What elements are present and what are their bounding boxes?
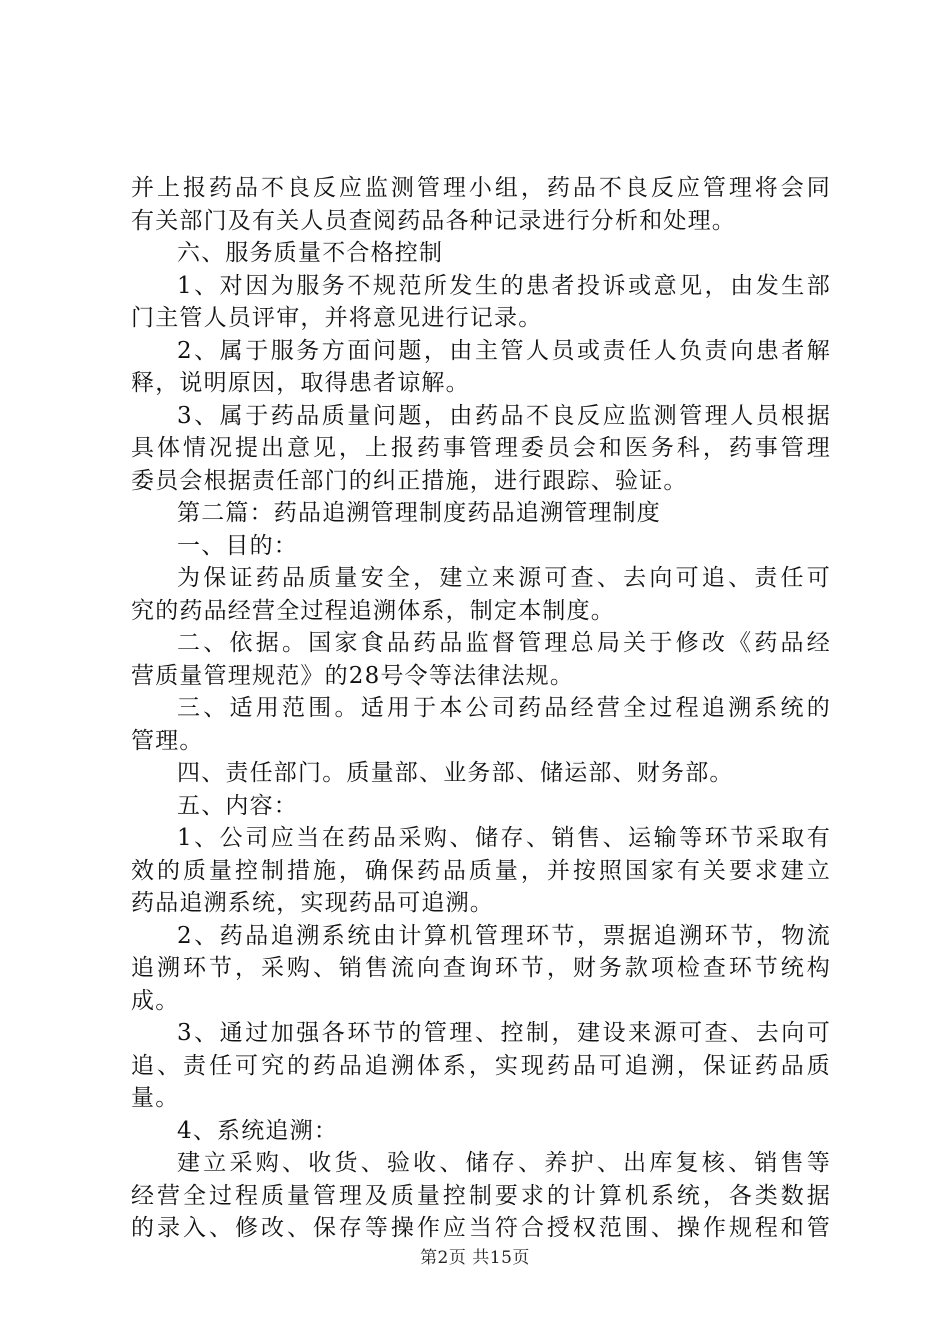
text-line: 追溯环节，采购、销售流向查询环节，财务款项检查环节统构 xyxy=(131,955,831,981)
text-line: 有关部门及有关人员查阅药品各种记录进行分析和处理。 xyxy=(131,207,736,234)
text-line: 具体情况提出意见，上报药事管理委员会和医务科，药事管理 xyxy=(131,435,831,461)
text-line: 四、责任部门。质量部、业务部、储运部、财务部。 xyxy=(177,760,734,786)
text-line: 成。 xyxy=(131,987,180,1014)
text-line: 量。 xyxy=(131,1085,180,1111)
text-line: 1、公司应当在药品采购、储存、销售、运输等环节采取有 xyxy=(177,825,831,851)
text-line: 管理。 xyxy=(131,727,204,754)
text-line: 六、服务质量不合格控制 xyxy=(177,240,444,266)
text-line: 3、属于药品质量问题，由药品不良反应监测管理人员根据 xyxy=(177,402,831,429)
text-line: 4、系统追溯： xyxy=(177,1117,339,1144)
text-line: 释，说明原因，取得患者谅解。 xyxy=(131,370,470,396)
text-line: 建立采购、收货、验收、储存、养护、出库复核、销售等 xyxy=(177,1150,831,1176)
text-line: 五、内容： xyxy=(177,792,298,819)
text-line: 委员会根据责任部门的纠正措施，进行跟踪、验证。 xyxy=(131,467,688,494)
document-body xyxy=(131,172,831,1245)
text-line: 效的质量控制措施，确保药品质量，并按照国家有关要求建立 xyxy=(131,857,831,884)
text-line: 究的药品经营全过程追溯体系，制定本制度。 xyxy=(131,597,615,624)
text-line: 为保证药品质量安全，建立来源可查、去向可追、责任可 xyxy=(177,565,831,591)
text-line: 药品追溯系统，实现药品可追溯。 xyxy=(131,890,494,916)
text-line: 追、责任可究的药品追溯体系，实现药品可追溯，保证药品质 xyxy=(131,1052,831,1079)
text-line: 一、目的： xyxy=(177,532,298,559)
text-line: 营质量管理规范》的28号令等法律法规。 xyxy=(131,662,575,689)
text-line: 经营全过程质量管理及质量控制要求的计算机系统，各类数据 xyxy=(131,1182,831,1209)
text-line: 2、药品追溯系统由计算机管理环节，票据追溯环节，物流 xyxy=(177,922,831,949)
text-line: 3、通过加强各环节的管理、控制，建设来源可查、去向可 xyxy=(177,1020,831,1046)
text-line: 三、适用范围。适用于本公司药品经营全过程追溯系统的 xyxy=(177,695,831,721)
text-line: 1、对因为服务不规范所发生的患者投诉或意见，由发生部 xyxy=(177,272,831,299)
text-line: 第二篇：药品追溯管理制度药品追溯管理制度 xyxy=(177,500,661,526)
page-number-footer: 第2页 共15页 xyxy=(420,1248,530,1268)
text-line: 2、属于服务方面问题，由主管人员或责任人负责向患者解 xyxy=(177,337,831,364)
text-line: 二、依据。国家食品药品监督管理总局关于修改《药品经 xyxy=(177,630,831,656)
text-line: 的录入、修改、保存等操作应当符合授权范围、操作规程和管 xyxy=(131,1215,831,1241)
text-line: 并上报药品不良反应监测管理小组，药品不良反应管理将会同 xyxy=(131,175,831,201)
text-line: 门主管人员评审，并将意见进行记录。 xyxy=(131,305,543,331)
